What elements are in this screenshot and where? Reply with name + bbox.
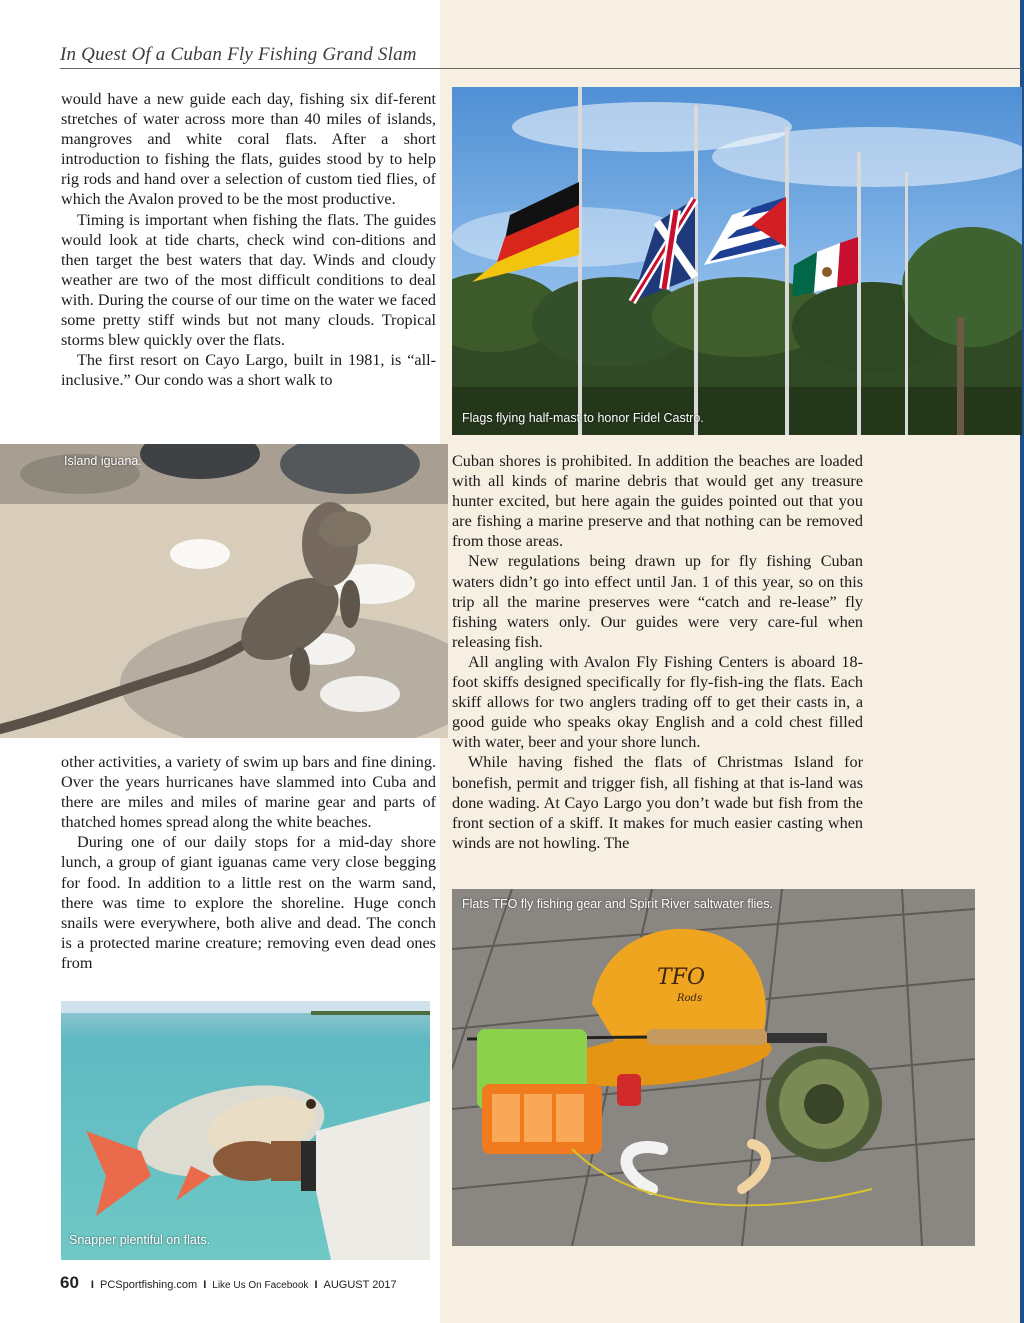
- footer-separator: I: [314, 1279, 318, 1291]
- caption-flags: Flags flying half-mast to honor Fidel Castro.: [462, 411, 704, 425]
- cap-logo-text: TFO: [657, 965, 705, 990]
- running-title: In Quest Of a Cuban Fly Fishing Grand Slam: [60, 44, 417, 65]
- page-footer: [60, 1273, 397, 1293]
- cap-logo-subtext: Rods: [677, 993, 703, 1004]
- flags-photo-illustration: [452, 87, 1022, 435]
- paragraph: The first resort on Cayo Largo, built in 1981, is “all-inclusive.” Our condo was a short walk to: [61, 351, 436, 390]
- footer-social: Like Us On Facebook: [212, 1280, 309, 1291]
- footer-issue: AUGUST 2017: [323, 1279, 397, 1291]
- snapper-photo-illustration: [61, 1001, 430, 1260]
- paragraph: While having fished the flats of Christmas Island for bonefish, permit and trigger fish, all fishing at that is-land was done wading. At Cayo Largo you don’t wade but fish from the front section of a skiff. It makes for much easier casting when winds are not howling. The: [452, 753, 863, 852]
- photo-snapper: [61, 1001, 430, 1260]
- caption-gear: Flats TFO fly fishing gear and Spirit River saltwater flies.: [462, 897, 773, 911]
- paragraph: Timing is important when fishing the flats. The guides would look at tide charts, check wind con-ditions and then target the best waters that day. Winds and cloudy weather are two of the most difficult conditions to deal with. During the course of our time on the water we faced some pretty stiff winds but not many clouds. Tropical storms blew quickly over the flats.: [61, 210, 436, 350]
- paragraph: would have a new guide each day, fishing six dif-ferent stretches of water across more than 40 miles of islands, mangroves and white coral flats. After a short introduction to fishing the flats, guides stood by to help rig rods and hand over a selection of custom tied flies, of which the Avalon proved to be the most productive.: [61, 90, 436, 209]
- paragraph: Cuban shores is prohibited. In addition the beaches are loaded with all kinds of marine debris that would get any treasure hunter excited, but here again the guides pointed out that you are fishing a marine preserve and that nothing can be removed from those areas.: [452, 452, 863, 551]
- paragraph: New regulations being drawn up for fly fishing Cuban waters didn’t go into effect until Jan. 1 of this year, so on this trip all the marine preserves were “catch and re-lease” fly fishing waters only. Our guides were very care-ful when releasing fish.: [452, 552, 863, 651]
- paragraph: other activities, a variety of swim up bars and fine dining. Over the years hurricanes have slammed into Cuba and there are miles and miles of marine gear and parts of thatched homes spread along the white beaches.: [61, 753, 436, 832]
- article-column-left-middle: [61, 752, 436, 973]
- caption-iguana: Island iguana.: [64, 454, 142, 468]
- caption-snapper: Snapper plentiful on flats.: [69, 1233, 211, 1247]
- footer-separator: I: [203, 1279, 207, 1291]
- iguana-photo-illustration: [0, 444, 448, 738]
- photo-gear: [452, 889, 975, 1246]
- footer-site: PCSportfishing.com: [99, 1279, 198, 1291]
- photo-iguana: [0, 444, 448, 738]
- article-column-right: [452, 451, 863, 853]
- photo-flags: [452, 87, 1022, 435]
- header-rule: [60, 68, 1022, 69]
- paragraph: During one of our daily stops for a mid-day shore lunch, a group of giant iguanas came very close begging for food. In addition to a little rest on the warm sand, there was time to explore the shoreline. Huge conch snails were everywhere, both alive and dead. The conch is a protected marine creature; removing even dead ones from: [61, 833, 436, 972]
- gear-photo-illustration: [452, 889, 975, 1246]
- page-number: 60: [60, 1273, 79, 1292]
- footer-separator: I: [90, 1279, 94, 1291]
- paragraph: All angling with Avalon Fly Fishing Centers is aboard 18-foot skiffs designed specifically for fly-fish-ing the flats. Each skiff allows for two anglers trading off to get their casts in, a good guide who speaks okay English and a cold chest filled with water, beer and your shore lunch.: [452, 652, 863, 752]
- article-column-left-top: [61, 89, 436, 390]
